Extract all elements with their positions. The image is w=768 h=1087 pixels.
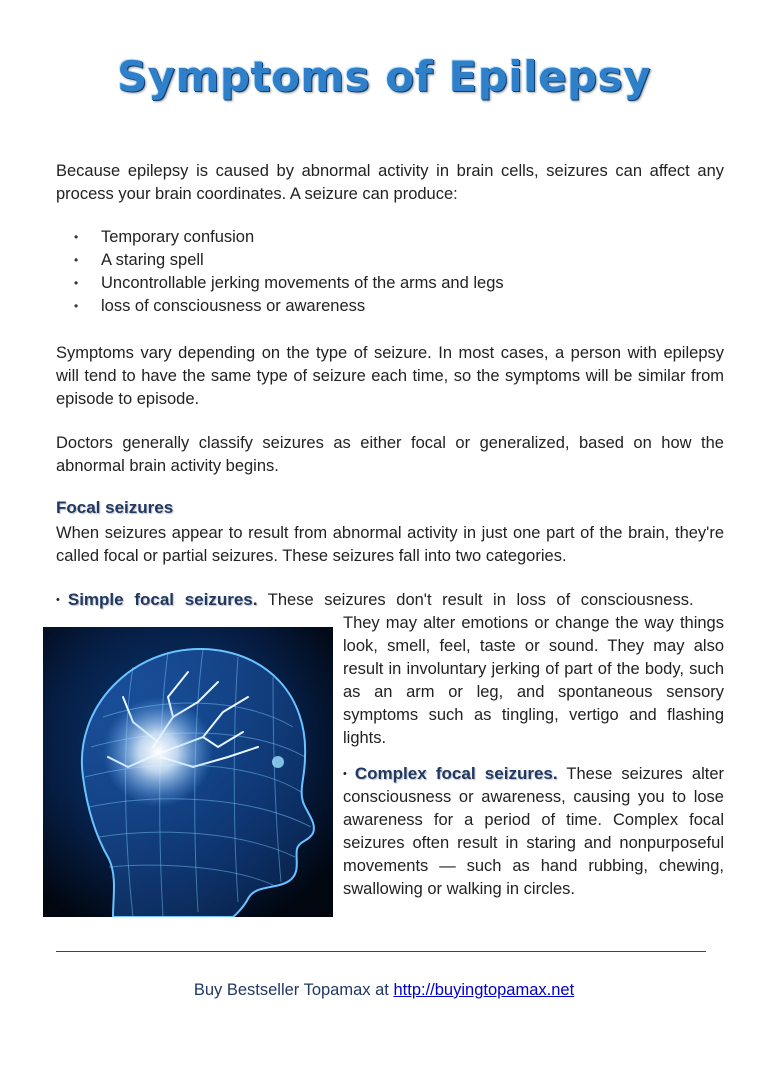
simple-focal-first-text: These seizures don't result in loss of consciousness. — [267, 591, 694, 609]
list-item: • Uncontrollable jerking movements of the arms and legs — [56, 272, 716, 295]
symptom-list — [56, 226, 716, 318]
symptoms-vary-paragraph: Symptoms vary depending on the type of seizure. In most cases, a person with epilepsy will tend to have the same type of seizure each time, so the symptoms will be similar from episode to episode. — [56, 344, 724, 408]
complex-focal-text: These seizures alter consciousness or awareness, causing you to lose awareness for a period of time. Complex focal seizures often result in staring and nonpurposeful movements — such as hand rubbing, chewing, swallowing or walking in circles. — [343, 765, 724, 898]
bullet-icon: • — [56, 594, 60, 606]
simple-focal-description: They may alter emotions or change the way things look, smell, feel, taste or sound. They may also result in involuntary jerking of part of the body, such as an arm or leg, and spontaneous sensory symptoms such as tingling, vertigo and flashing lights. — [343, 614, 724, 747]
focal-intro-paragraph: When seizures appear to result from abnormal activity in just one part of the brain, they're called focal or partial seizures. These seizures fall into two categories. — [56, 524, 724, 565]
simple-focal-label: Simple focal seizures. — [67, 590, 258, 609]
bullet-icon: • — [343, 768, 347, 780]
list-item: • A staring spell — [56, 249, 716, 272]
list-item: • loss of consciousness or awareness — [56, 295, 716, 318]
brain-head-image — [43, 627, 333, 917]
complex-focal-label: Complex focal seizures. — [354, 764, 558, 783]
list-item: • Temporary confusion — [56, 226, 716, 249]
classification-paragraph: Doctors generally classify seizures as either focal or generalized, based on how the abnormal brain activity begins. — [56, 434, 724, 475]
page-title: Symptoms of Epilepsy — [117, 52, 651, 101]
focal-seizures-heading: Focal seizures — [56, 498, 174, 517]
intro-paragraph: Because epilepsy is caused by abnormal activity in brain cells, seizures can affect any process your brain coordinates. A seizure can produce: — [56, 162, 724, 203]
divider — [56, 951, 706, 952]
footer-text: Buy Bestseller Topamax at — [193, 981, 389, 999]
footer — [0, 981, 768, 1000]
footer-link[interactable]: http://buyingtopamax.net — [393, 981, 575, 999]
simple-focal-first-line — [56, 588, 724, 612]
complex-focal-description — [343, 762, 724, 901]
